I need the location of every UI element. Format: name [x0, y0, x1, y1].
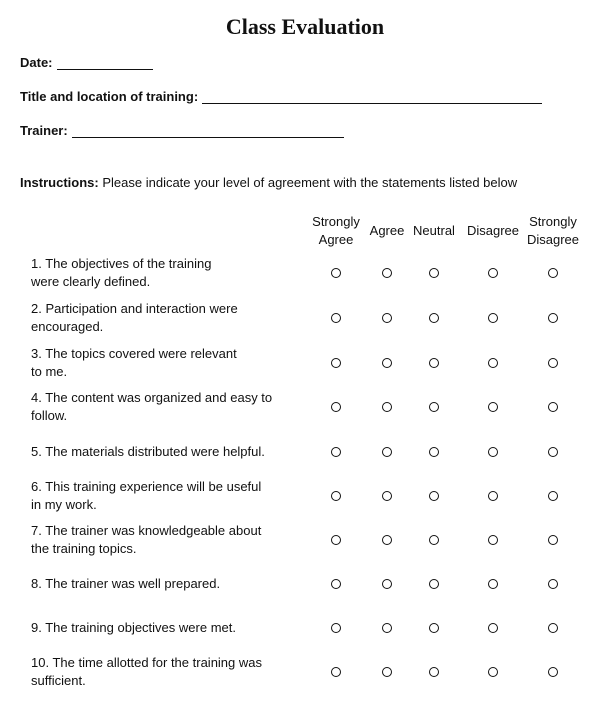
question-line2: in my work.: [31, 497, 97, 512]
question-row: [0, 298, 600, 338]
question-text: [31, 443, 306, 461]
question-text: [31, 478, 306, 514]
rating-radio-button[interactable]: [331, 491, 341, 501]
rating-radio-button[interactable]: [331, 623, 341, 633]
rating-radio-button[interactable]: [331, 313, 341, 323]
rating-radio-button[interactable]: [548, 623, 558, 633]
scale-header: [467, 222, 519, 240]
training-field: [20, 89, 542, 104]
question-row: [0, 343, 600, 383]
scale-header-line1: Strongly: [529, 214, 577, 229]
scale-header-line2: Disagree: [526, 232, 580, 247]
rating-radio-button[interactable]: [382, 579, 392, 589]
question-text: [31, 654, 306, 690]
rating-radio-button[interactable]: [331, 402, 341, 412]
scale-header: [413, 222, 455, 240]
rating-radio-button[interactable]: [548, 491, 558, 501]
rating-radio-button[interactable]: [429, 535, 439, 545]
question-row: [0, 476, 600, 516]
rating-radio-button[interactable]: [488, 447, 498, 457]
question-text: [31, 619, 306, 637]
rating-radio-button[interactable]: [331, 579, 341, 589]
rating-radio-button[interactable]: [548, 535, 558, 545]
question-row: [0, 608, 600, 648]
rating-radio-button[interactable]: [382, 313, 392, 323]
rating-radio-button[interactable]: [488, 667, 498, 677]
scale-header-line1: Strongly: [312, 214, 360, 229]
rating-radio-button[interactable]: [382, 667, 392, 677]
rating-radio-button[interactable]: [488, 579, 498, 589]
rating-radio-button[interactable]: [548, 667, 558, 677]
question-row: [0, 652, 600, 692]
rating-radio-button[interactable]: [429, 491, 439, 501]
rating-radio-button[interactable]: [488, 491, 498, 501]
rating-radio-button[interactable]: [429, 447, 439, 457]
rating-radio-button[interactable]: [488, 535, 498, 545]
date-label: Date:: [20, 55, 53, 70]
question-row: [0, 432, 600, 472]
rating-radio-button[interactable]: [429, 268, 439, 278]
question-text: [31, 575, 306, 593]
rating-radio-button[interactable]: [382, 358, 392, 368]
question-row: [0, 520, 600, 560]
question-line2: the training topics.: [31, 541, 137, 556]
scale-header-line1: Neutral: [413, 223, 455, 238]
question-line2: sufficient.: [31, 673, 86, 688]
question-line1: 5. The materials distributed were helpful.: [31, 444, 265, 459]
rating-radio-button[interactable]: [548, 358, 558, 368]
date-input-line[interactable]: [57, 57, 153, 70]
rating-radio-button[interactable]: [382, 268, 392, 278]
question-line1: 9. The training objectives were met.: [31, 620, 236, 635]
rating-radio-button[interactable]: [488, 402, 498, 412]
rating-radio-button[interactable]: [429, 358, 439, 368]
instructions: [20, 175, 517, 190]
rating-radio-button[interactable]: [429, 402, 439, 412]
training-label: Title and location of training:: [20, 89, 199, 104]
scale-header: [312, 213, 360, 249]
question-line2: follow.: [31, 408, 68, 423]
rating-radio-button[interactable]: [382, 535, 392, 545]
question-line1: 1. The objectives of the training: [31, 256, 212, 271]
rating-radio-button[interactable]: [331, 667, 341, 677]
rating-radio-button[interactable]: [488, 313, 498, 323]
date-field: [20, 55, 153, 70]
trainer-label: Trainer:: [20, 123, 68, 138]
rating-radio-button[interactable]: [382, 491, 392, 501]
question-line1: 8. The trainer was well prepared.: [31, 576, 221, 591]
trainer-input-line[interactable]: [72, 125, 344, 138]
question-row: [0, 387, 600, 427]
question-text: [31, 255, 306, 291]
question-line2: were clearly defined.: [31, 274, 151, 289]
question-text: [31, 345, 306, 381]
scale-header-line1: Disagree: [466, 223, 520, 238]
rating-radio-button[interactable]: [548, 579, 558, 589]
rating-radio-button[interactable]: [548, 402, 558, 412]
rating-radio-button[interactable]: [488, 623, 498, 633]
rating-radio-button[interactable]: [429, 667, 439, 677]
question-line1: 3. The topics covered were relevant: [31, 346, 237, 361]
rating-radio-button[interactable]: [331, 535, 341, 545]
rating-radio-button[interactable]: [548, 313, 558, 323]
page-title: Class Evaluation: [225, 14, 385, 39]
trainer-field: [20, 123, 344, 138]
question-line2: to me.: [31, 364, 68, 379]
rating-radio-button[interactable]: [331, 358, 341, 368]
question-text: [31, 522, 306, 558]
scale-header: [527, 213, 579, 249]
question-line1: 10. The time allotted for the training was: [31, 655, 262, 670]
scale-header: [370, 222, 405, 240]
question-row: [0, 253, 600, 293]
question-line1: 4. The content was organized and easy to: [31, 390, 273, 405]
rating-radio-button[interactable]: [331, 447, 341, 457]
scale-header-line2: Agree: [318, 232, 354, 247]
rating-radio-button[interactable]: [488, 268, 498, 278]
question-line2: encouraged.: [31, 319, 104, 334]
question-line1: 2. Participation and interaction were: [31, 301, 238, 316]
question-line1: 7. The trainer was knowledgeable about: [31, 523, 262, 538]
question-row: [0, 564, 600, 604]
question-line1: 6. This training experience will be useful: [31, 479, 262, 494]
rating-radio-button[interactable]: [382, 623, 392, 633]
training-input-line[interactable]: [202, 91, 542, 104]
instructions-text: Please indicate your level of agreement with the statements listed below: [102, 175, 518, 190]
rating-radio-button[interactable]: [382, 447, 392, 457]
question-text: [31, 389, 306, 425]
question-text: [31, 300, 306, 336]
rating-radio-button[interactable]: [382, 402, 392, 412]
scale-header-line1: Agree: [369, 223, 405, 238]
rating-radio-button[interactable]: [331, 268, 341, 278]
rating-radio-button[interactable]: [429, 623, 439, 633]
rating-radio-button[interactable]: [548, 268, 558, 278]
rating-radio-button[interactable]: [548, 447, 558, 457]
rating-radio-button[interactable]: [429, 313, 439, 323]
instructions-lead: Instructions:: [20, 175, 99, 190]
rating-radio-button[interactable]: [429, 579, 439, 589]
rating-radio-button[interactable]: [488, 358, 498, 368]
